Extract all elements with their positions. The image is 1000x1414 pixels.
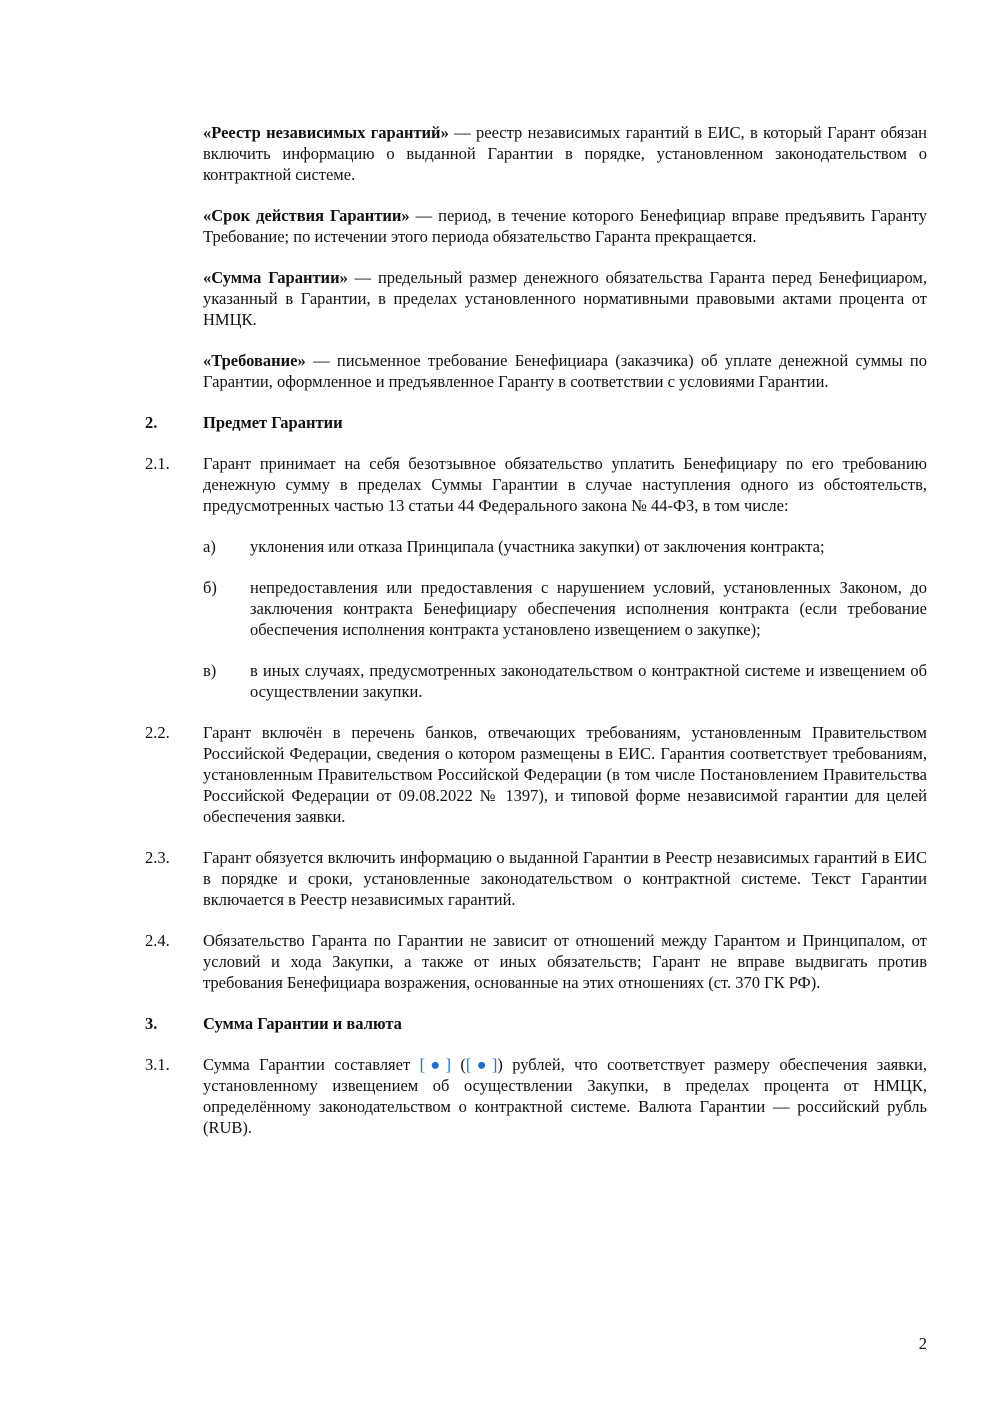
section-number: 2. [145,413,158,432]
definition-registry [203,122,927,185]
clause-text: Гарант обязуется включить информацию о выданной Гарантии в Реестр независимых гарантий в ЕИС в порядке и сроки, установленные законодательством о контрактной системе. Текст Гарантии включается в Реестр независимых гарантий. [203,848,927,909]
clause-2-1 [145,453,927,516]
list-item-text: непредоставления или предоставления с нарушением условий, установленных Законом, до заключения контракта Бенефициару обеспечения исполнения контракта (если требование обеспечения исполнения контракта установлено извещением о закупке); [250,578,927,639]
list-item-v [203,660,927,702]
section-number: 3. [145,1014,158,1033]
list-item-b [203,577,927,640]
section-title: Предмет Гарантии [203,413,343,432]
definition-demand [203,350,927,392]
clause-text-part: ( [451,1055,466,1074]
clause-text-part: Сумма Гарантии составляет [203,1055,420,1074]
definition-guarantee-amount [203,267,927,330]
list-item-text: в иных случаях, предусмотренных законодательством о контрактной системе и извещением об осуществлении закупки. [250,661,927,701]
amount-words-placeholder[interactable]: [●] [465,1055,498,1074]
clause-3-1 [145,1054,927,1138]
page-number: 2 [918,1334,927,1353]
list-item-letter: а) [203,537,216,556]
clause-number: 2.1. [145,454,170,473]
definition-term: «Срок действия Гарантии» [203,206,410,225]
clause-number: 2.4. [145,931,170,950]
definition-validity-period [203,205,927,247]
clause-2-4 [145,930,927,993]
section-heading-2 [145,412,927,433]
list-item-a [203,536,927,557]
list-item-letter: б) [203,578,217,597]
list-item-text: уклонения или отказа Принципала (участника закупки) от заключения контракта; [250,537,825,556]
clause-number: 3.1. [145,1055,170,1074]
list-item-letter: в) [203,661,217,680]
clause-text: Гарант принимает на себя безотзывное обязательство уплатить Бенефициару по его требованию денежную сумму в пределах Суммы Гарантии в случае наступления одного из обстоятельств, предусмотренных частью 13 статьи 44 Федерального закона № 44-ФЗ, в том числе: [203,454,927,515]
definition-term: «Сумма Гарантии» [203,268,348,287]
amount-placeholder[interactable]: [●] [419,1055,452,1074]
clause-text: Обязательство Гаранта по Гарантии не зависит от отношений между Гарантом и Принципалом, от условий и хода Закупки, а также от иных обязательств; Гарант не вправе выдвигать против требования Бенефициара возражения, основанные на этих отношениях (ст. 370 ГК РФ). [203,931,927,992]
definition-term: «Реестр независимых гарантий» [203,123,449,142]
clause-text [203,1054,927,1138]
clause-2-2 [145,722,927,827]
clause-text: Гарант включён в перечень банков, отвечающих требованиям, установленным Правительством Российской Федерации, сведения о котором размещены в ЕИС. Гарантия соответствует требованиям, установленным Правительством Российской Федерации (в том числе Постановлением Правительства Российской Федерации от 09.08.2022 № 1397), и типовой форме независимой гарантии для целей обеспечения заявки. [203,723,927,826]
section-heading-3 [145,1013,927,1034]
clause-number: 2.3. [145,848,170,867]
definition-text: — письменное требование Бенефициара (заказчика) об уплате денежной суммы по Гарантии, оформленное и предъявленное Гаранту в соответствии с условиями Гарантии. [203,351,927,391]
definition-text: — реестр независимых гарантий в ЕИС, в который Гарант обязан включить информацию о выданной Гарантии в порядке, установленном законодательством о контрактной системе. [203,123,927,184]
clause-2-3 [145,847,927,910]
clause-number: 2.2. [145,723,170,742]
definition-text: — предельный размер денежного обязательства Гаранта перед Бенефициаром, указанный в Гарантии, в пределах установленного нормативными правовыми актами процента от НМЦК. [203,268,927,329]
section-title: Сумма Гарантии и валюта [203,1014,402,1033]
document-body [145,122,927,1158]
definition-text: — период, в течение которого Бенефициар вправе предъявить Гаранту Требование; по истечении этого периода обязательство Гаранта прекращается. [203,206,927,246]
clause-text-part: ) рублей, что соответствует размеру обеспечения заявки, установленному извещением об осуществлении Закупки, в пределах процента от НМЦК, определённому законодательством о контрактной системе. Валюта Гарантии — российский рубль (RUB). [203,1055,928,1137]
definition-term: «Требование» [203,351,306,370]
